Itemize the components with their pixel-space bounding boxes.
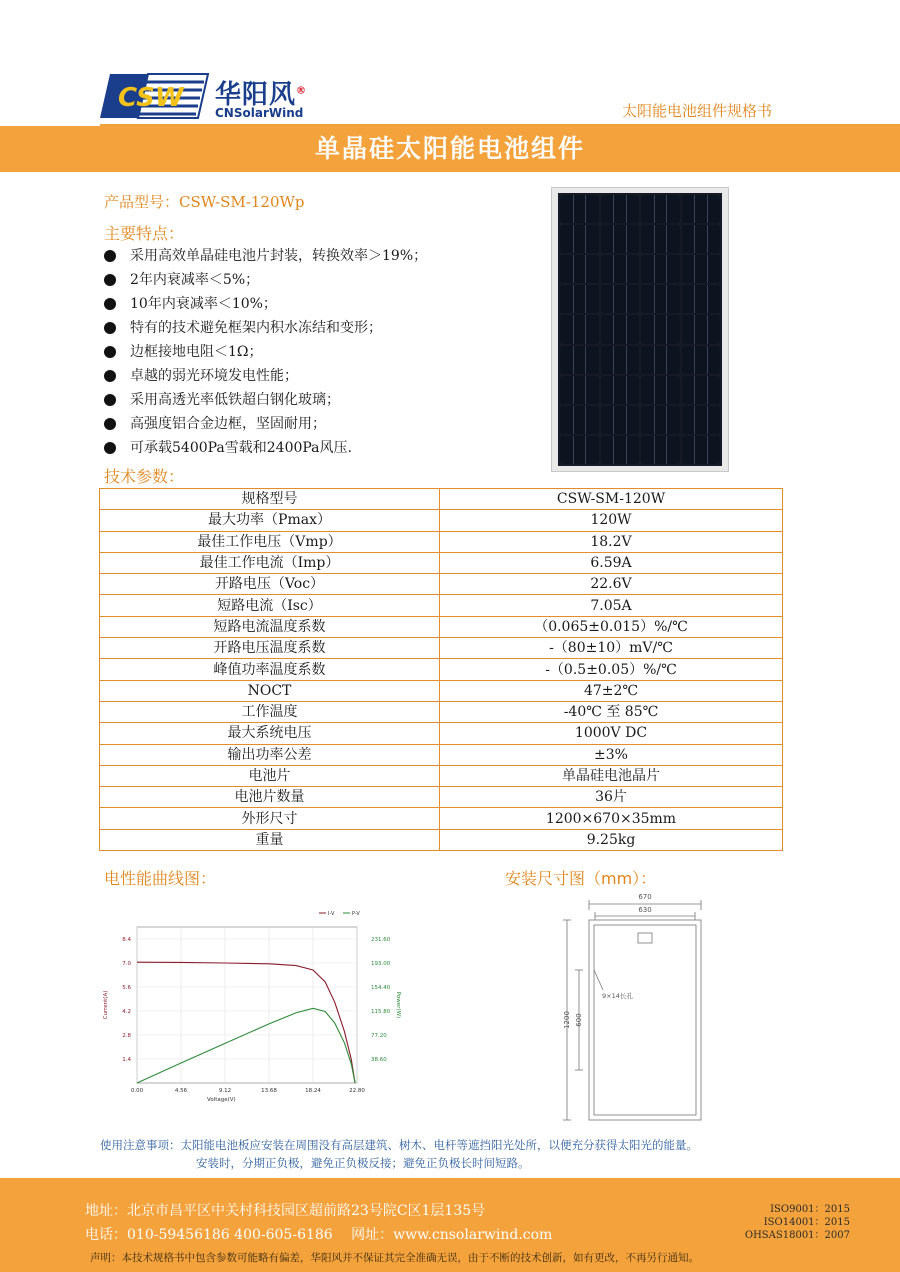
x-tick-label: 9.12 [218,1088,232,1094]
company-name-en: CNSolarWind [215,106,304,120]
feature-item: 采用高效单晶硅电池片封装，转换效率＞19%； [104,244,427,268]
solar-cell [641,285,680,313]
spec-row [100,723,783,744]
x-tick-label: 22.80 [349,1088,365,1094]
cert-item: OHSAS18001：2007 [744,1230,850,1241]
solar-panel-photo [551,187,729,472]
x-tick-label: 0.00 [130,1088,144,1094]
spec-value: 6.59A [440,552,783,573]
bullet-icon [104,250,116,262]
solar-cell [641,436,680,464]
solar-cell [560,346,599,374]
company-name-cn: 华阳风® [215,80,308,110]
solar-cell [682,315,721,343]
x-axis-label: Voltage(V) [207,1097,236,1103]
bullet-icon [104,274,116,286]
series-line-i-v [137,962,355,1083]
solar-cell [641,255,680,283]
curves-heading: 电性能曲线图： [104,869,217,888]
feature-item: 特有的技术避免框架内积水冻结和变形； [104,316,427,340]
solar-cell [682,376,721,404]
solar-cell [560,436,599,464]
iv-curve-chart [95,905,401,1105]
feature-item: 边框接地电阻＜1Ω； [104,340,427,364]
solar-cell [682,406,721,434]
solar-cell [682,225,721,253]
spec-row [100,489,783,510]
y-tick-label: 1.4 [122,1057,131,1063]
spec-label: 工作温度 [100,701,440,722]
svg-text:CSW: CSW [118,83,184,113]
spec-row [100,680,783,701]
spec-table [99,488,783,851]
document-type-label: 太阳能电池组件规格书 [622,102,773,120]
solar-cell [601,436,640,464]
feature-item: 可承载5400Pa雪载和2400Pa风压. [104,436,427,460]
feature-item: 2年内衰减率＜5%； [104,268,427,292]
y2-tick-label: 193.00 [371,961,391,968]
spec-label: 电池片 [100,765,440,786]
spec-label: 最佳工作电压（Vmp） [100,531,440,552]
solar-cell [560,225,599,253]
page-title: 单晶硅太阳能电池组件 [0,126,900,172]
spec-value: 36片 [440,787,783,808]
spec-value: CSW-SM-120W [440,489,783,510]
legend-label: I-V [328,911,335,917]
dim-width-outer: 670 [638,893,652,901]
solar-cell [601,315,640,343]
spec-value: -（0.5±0.05）%/℃ [440,659,783,680]
y2-tick-label: 38.60 [371,1057,387,1064]
install-dimension-drawing [545,890,725,1130]
spec-row [100,616,783,637]
spec-label: 输出功率公差 [100,744,440,765]
solar-cell [641,315,680,343]
features-heading: 主要特点： [104,224,185,243]
feature-item: 高强度铝合金边框，坚固耐用； [104,412,427,436]
spec-value: 18.2V [440,531,783,552]
usage-note-line: 使用注意事项：太阳能电池板应安装在周围没有高层建筑、树木、电杆等遮挡阳光处所，以便充分获得太阳光的能量。 [100,1138,698,1152]
solar-cell [682,346,721,374]
spec-value: 47±2℃ [440,680,783,701]
solar-cell [560,315,599,343]
y2-axis-label: Power(W) [395,991,401,1019]
specs-heading: 技术参数： [104,467,185,486]
spec-value: （0.065±0.015）%/℃ [440,616,783,637]
spec-value: 7.05A [440,595,783,616]
solar-cell [560,255,599,283]
bullet-icon [104,418,116,430]
features-list [104,244,427,460]
spec-value: -40℃ 至 85℃ [440,701,783,722]
solar-cell [682,195,721,223]
solar-cell [682,285,721,313]
spec-row [100,659,783,680]
legend-label: P-V [352,911,360,917]
company-phone: 电话：010-59456186 400-605-6186 [85,1227,333,1243]
cert-item: ISO9001：2015 [770,1204,850,1215]
solar-cell [601,376,640,404]
dim-width-inner: 630 [638,906,652,914]
spec-value: 22.6V [440,574,783,595]
iv-curve-svg [95,905,401,1105]
solar-cell-grid [558,193,722,466]
spec-row [100,829,783,850]
spec-label: 最大系统电压 [100,723,440,744]
spec-label: 最大功率（Pmax） [100,510,440,531]
solar-cell [601,285,640,313]
solar-cell [641,195,680,223]
spec-label: 最佳工作电流（Imp） [100,552,440,573]
disclaimer: 声明：本技术规格书中包含参数可能略有偏差，华阳风并不保证其完全准确无误，由于不断的技术创新，如有更改，不再另行通知。 [90,1252,699,1264]
y2-tick-label: 115.80 [371,1009,391,1016]
contact-row [85,1224,552,1244]
y2-tick-label: 77.20 [371,1033,387,1040]
feature-item: 卓越的弱光环境发电性能； [104,364,427,388]
spec-label: 规格型号 [100,489,440,510]
feature-item: 采用高透光率低铁超白钢化玻璃； [104,388,427,412]
plot-frame [137,927,357,1083]
spec-label: 短路电流温度系数 [100,616,440,637]
spec-value: 单晶硅电池晶片 [440,765,783,786]
bullet-icon [104,346,116,358]
install-heading: 安装尺寸图（mm）： [505,869,657,888]
y-tick-label: 8.4 [122,937,131,943]
spec-row [100,531,783,552]
solar-cell [641,225,680,253]
series-line-p-v [137,1008,355,1083]
spec-label: 峰值功率温度系数 [100,659,440,680]
spec-label: 外形尺寸 [100,808,440,829]
solar-cell [601,195,640,223]
dim-height-outer: 1200 [563,1011,571,1029]
solar-cell [560,406,599,434]
spec-row [100,595,783,616]
company-address: 地址：北京市昌平区中关村科技园区超前路23号院C区1层135号 [85,1203,486,1219]
spec-row [100,510,783,531]
solar-cell [682,255,721,283]
spec-row [100,701,783,722]
solar-cell [560,376,599,404]
spec-value: 1200×670×35mm [440,808,783,829]
solar-cell [641,376,680,404]
bullet-icon [104,442,116,454]
bullet-icon [104,298,116,310]
solar-cell [682,436,721,464]
y-tick-label: 4.2 [122,1009,131,1015]
product-model: 产品型号：CSW-SM-120Wp [104,193,305,211]
usage-notes [100,1136,698,1172]
spec-label: 重量 [100,829,440,850]
solar-cell [560,285,599,313]
spec-row [100,744,783,765]
solar-cell [560,195,599,223]
spec-row [100,808,783,829]
solar-cell [601,406,640,434]
bullet-icon [104,394,116,406]
y-tick-label: 5.6 [122,985,131,991]
bullet-icon [104,322,116,334]
dim-hole-label: 9×14长孔 [602,992,633,1000]
spec-row [100,787,783,808]
y-tick-label: 7.0 [122,961,131,967]
company-logo-mark [100,72,210,120]
solar-cell [601,346,640,374]
dim-height-inner: 600 [575,1013,583,1027]
spec-row [100,574,783,595]
spec-label: 开路电压（Voc） [100,574,440,595]
solar-cell [601,225,640,253]
spec-label: NOCT [100,680,440,701]
spec-value: 9.25kg [440,829,783,850]
cert-item: ISO14001：2015 [763,1217,850,1228]
spec-value: ±3% [440,744,783,765]
spec-row [100,552,783,573]
spec-value: 120W [440,510,783,531]
y2-tick-label: 154.40 [371,985,391,992]
y-axis-label: Current(A) [103,990,109,1020]
feature-item: 10年内衰减率＜10%； [104,292,427,316]
x-tick-label: 4.56 [174,1088,188,1094]
spec-value: 1000V DC [440,723,783,744]
registered-mark: ® [296,85,308,97]
company-website[interactable]: 网址：www.cnsolarwind.com [351,1227,553,1243]
solar-cell [601,255,640,283]
y-tick-label: 2.8 [122,1033,131,1039]
x-tick-label: 18.24 [305,1088,321,1094]
certifications [740,1203,850,1242]
spec-label: 短路电流（Isc） [100,595,440,616]
spec-row [100,765,783,786]
y2-tick-label: 231.60 [371,937,391,944]
spec-value: -（80±10）mV/℃ [440,638,783,659]
usage-note-line: 安装时，分期正负极，避免正负极反接；避免正负极长时间短路。 [196,1156,530,1170]
x-tick-label: 13.68 [261,1088,277,1094]
spec-label: 电池片数量 [100,787,440,808]
solar-cell [641,406,680,434]
bullet-icon [104,370,116,382]
spec-label: 开路电压温度系数 [100,638,440,659]
solar-cell [641,346,680,374]
spec-row [100,638,783,659]
